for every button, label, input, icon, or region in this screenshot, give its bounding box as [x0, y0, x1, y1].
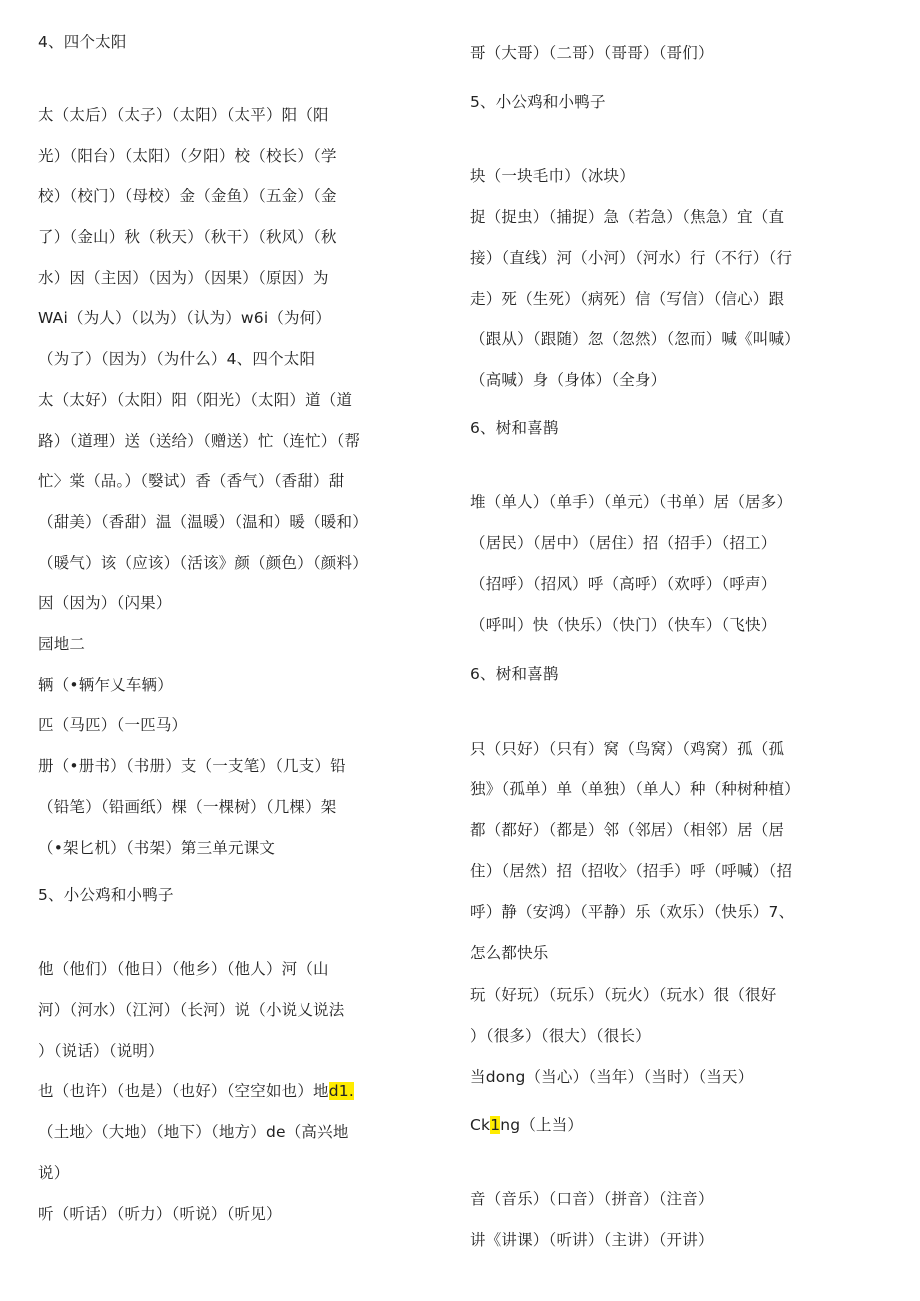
line-text: （跟从）（跟随）忽（忽然）（忽而）喊《叫喊） [470, 330, 800, 348]
text-line [38, 225, 337, 247]
text-line [470, 164, 635, 186]
line-text: 6、树和喜鹊 [470, 665, 559, 683]
text-line [470, 416, 559, 438]
text-line [38, 306, 331, 328]
text-line [38, 184, 337, 206]
text-line [470, 1187, 714, 1209]
text-line [38, 1039, 164, 1061]
line-text: 5、小公鸡和小鸭子 [470, 93, 606, 111]
text-line [470, 1065, 753, 1087]
text-line [38, 754, 346, 776]
line-text: 呼）静（安鸿）（平静）乐（欢乐）（快乐）7、 [470, 903, 795, 921]
line-text: 忙〉棠（品。）（嫛试）香（香气）（香甜）甜 [38, 472, 345, 490]
text-line [38, 591, 172, 613]
line-text: 玩（好玩）（玩乐）（玩火）（玩水）很（很好 [470, 986, 777, 1004]
line-text: 辆（•辆乍乂车辆） [38, 676, 173, 694]
line-text: 住）（居然）招（招收〉（招手）呼（呼喊）（招 [470, 862, 793, 880]
text-line [38, 998, 344, 1020]
text-line [38, 632, 85, 654]
text-line [38, 510, 368, 532]
text-line [470, 41, 714, 63]
line-text: 因（因为）（闪果） [38, 594, 172, 612]
text-line [38, 836, 275, 858]
text-line [38, 713, 187, 735]
line-text: 光）（阳台）（太阳）（夕阳）校（校长）（学 [38, 147, 337, 165]
line-text: （•架匕机）（书架）第三单元课文 [38, 839, 276, 857]
line-text: （甜美）（香甜）温（温暖）（温和）暖（暖和） [38, 513, 368, 531]
line-text: 音（音乐）（口音）（拼音）（注音） [470, 1190, 714, 1208]
text-line [470, 737, 784, 759]
highlighted-text: d1. [328, 1082, 354, 1100]
text-line [470, 1024, 651, 1046]
text-line [470, 1113, 583, 1135]
line-text: （为了）（因为）（为什么）4、四个太阳 [38, 350, 316, 368]
line-text: （居民）（居中）（居住）招（招手）（招工） [470, 534, 777, 552]
text-line [470, 205, 784, 227]
highlighted-text: 1 [490, 1116, 501, 1134]
line-text: 了）（金山）秋（秋天）（秋干）（秋风）（秋 [38, 228, 337, 246]
line-text: 4、四个太阳 [38, 33, 127, 51]
text-line [470, 90, 606, 112]
line-text: 河）（河水）（江河）（长河）说（小说乂说法 [38, 1001, 345, 1019]
line-text: （招呼）（招风）呼（高呼）（欢呼）（呼声） [470, 575, 777, 593]
line-text: WAi（为人）（以为）（认为）w6i（为何） [38, 309, 332, 327]
line-text: （高喊）身（身体）（全身） [470, 371, 667, 389]
line-text: ）（很多）（很大）（很长） [470, 1027, 651, 1045]
text-line [38, 469, 344, 491]
text-line [38, 103, 329, 125]
line-text: 块（一块毛巾）（冰块） [470, 167, 635, 185]
line-text: 独》（孤单）单（单独）（单人）种（种树种植） [470, 780, 800, 798]
line-text: ）（说话）（说明） [38, 1042, 164, 1060]
line-text: 也（也许）（也是）（也好）（空空如也）地 [38, 1082, 329, 1100]
text-line [470, 368, 666, 390]
text-line [470, 572, 776, 594]
line-text: 走）死（生死）（病死）信（写信）（信心）跟 [470, 290, 785, 308]
line-text: 说） [38, 1164, 70, 1182]
text-line [38, 30, 127, 52]
text-line [38, 551, 368, 573]
text-line [38, 957, 329, 979]
text-line [38, 1161, 69, 1183]
text-line [470, 941, 549, 963]
text-line [470, 662, 559, 684]
line-text: 匹（马匹）（一匹马） [38, 716, 188, 734]
text-line [470, 818, 784, 840]
text-line [470, 531, 776, 553]
line-text-after: ng（上当） [500, 1116, 584, 1134]
text-line [470, 983, 776, 1005]
line-text: 路）（道理）送（送给）（赠送）忙（连忙）（帮 [38, 432, 361, 450]
text-line [38, 1202, 282, 1224]
text-line [470, 613, 776, 635]
line-text: 6、树和喜鹊 [470, 419, 559, 437]
line-text: 他（他们）（他日）（他乡）（他人）河（山 [38, 960, 329, 978]
line-text: 堆（单人）（单手）（单元）（书单）居（居多） [470, 493, 793, 511]
text-line [38, 883, 174, 905]
text-line [38, 266, 329, 288]
line-text: Ck [470, 1116, 491, 1134]
line-text: 听（听话）（听力）（听说）（听见） [38, 1205, 282, 1223]
text-line [38, 673, 173, 695]
line-text: （铅笔）（铅画纸）棵（一棵树）（几棵）架 [38, 798, 337, 816]
text-line [470, 859, 792, 881]
line-text: 太（太好）（太阳）阳（阳光）（太阳）道（道 [38, 391, 353, 409]
text-line [38, 1120, 349, 1142]
text-line [470, 900, 794, 922]
text-line [38, 388, 352, 410]
text-line [470, 246, 792, 268]
line-text: 水）因（主因）（因为）（因果）（原因）为 [38, 269, 329, 287]
text-line [470, 777, 800, 799]
line-text: 哥（大哥）（二哥）（哥哥）（哥们） [470, 44, 714, 62]
text-line [470, 1228, 714, 1250]
text-line [470, 327, 800, 349]
line-text: 讲《讲课）（听讲）（主讲）（开讲） [470, 1231, 714, 1249]
text-line [38, 429, 360, 451]
line-text: 捉（捉虫）（捕捉）急（若急）（焦急）宜（直 [470, 208, 785, 226]
text-line [38, 347, 315, 369]
text-line [38, 795, 337, 817]
line-text: （呼叫）快（快乐）（快门）（快车）（飞快） [470, 616, 777, 634]
line-text: （暖气）该（应该）（活该》颜（颜色）（颜料） [38, 554, 368, 572]
text-line [38, 144, 337, 166]
line-text: 太（太后）（太子）（太阳）（太平）阳（阳 [38, 106, 329, 124]
line-text: 当dong（当心）（当年）（当时）（当天） [470, 1068, 754, 1086]
text-line [470, 490, 792, 512]
line-text: （土地〉（大地）（地下）（地方）de（高兴地 [38, 1123, 349, 1141]
line-text: 只（只好）（只有）窝（鸟窝）（鸡窝）孤（孤 [470, 740, 785, 758]
text-line [38, 1079, 354, 1101]
line-text: 校）（校门）（母校）金（金鱼）（五金）（金 [38, 187, 337, 205]
line-text: 怎么都快乐 [470, 944, 549, 962]
line-text: 5、小公鸡和小鸭子 [38, 886, 174, 904]
line-text: 园地二 [38, 635, 86, 653]
line-text: 都（都好）（都是）邻（邻居）（相邻）居（居 [470, 821, 785, 839]
line-text: 册（•册书）（书册）支（一支笔）（几支）铅 [38, 757, 346, 775]
text-line [470, 287, 784, 309]
line-text: 接）（直线）河（小河）（河水）行（不行）（行 [470, 249, 793, 267]
